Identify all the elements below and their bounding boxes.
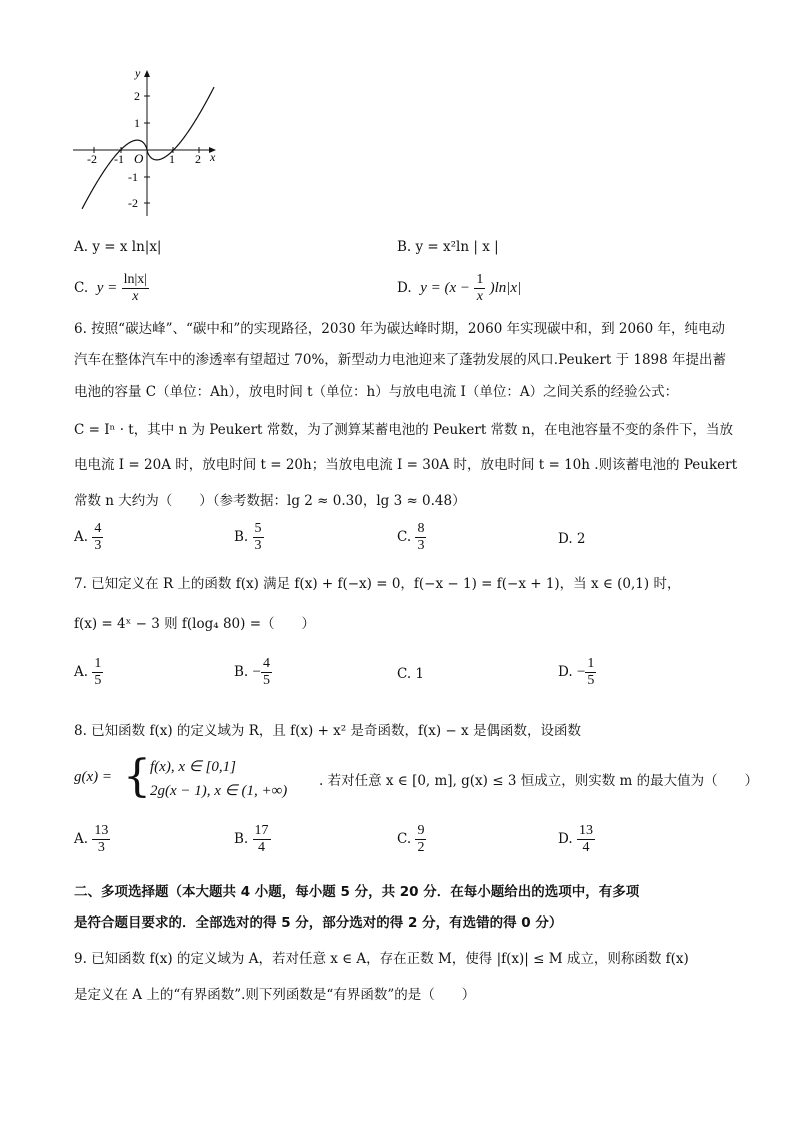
q8-line-1: 8. 已知函数 f(x) 的定义域为 R，且 f(x) + x² 是奇函数，f(x) − x 是偶函数，设函数 [74, 723, 581, 739]
q6-line-6: 常数 n 大约为（ ）（参考数据：lg 2 ≈ 0.30，lg 3 ≈ 0.48） [74, 493, 466, 509]
y-tick-label: 1 [134, 116, 140, 130]
left-brace: { [123, 751, 151, 802]
option-label: A. [74, 664, 89, 680]
q7-option-c[interactable]: C. 1 [397, 666, 425, 682]
numerator: ln|x| [123, 272, 148, 287]
option-label: A. [74, 529, 89, 545]
fraction: $\frac{4}{5}$ [262, 656, 270, 688]
option-lhs: y = [96, 280, 118, 296]
option-label: D. [558, 664, 573, 680]
fraction: $\frac{13}{4}$ [578, 823, 593, 855]
option-label: B. [234, 664, 249, 680]
q7-option-d[interactable] [558, 656, 596, 689]
q6-option-a[interactable] [74, 521, 103, 554]
q5-option-c[interactable] [74, 272, 149, 305]
section-heading-line-1: 二、多项选择题（本大题共 4 小题，每小题 5 分，共 20 分．在每小题给出的选项中，有多项 [74, 884, 640, 900]
option-lhs: y = (x − [420, 280, 471, 296]
q6-line-2: 汽车在整体汽车中的渗透率有望超过 70%，新型动力电池迎来了蓬勃发展的风口.Peukert 于 1898 年提出蓄 [74, 352, 727, 368]
fraction: $\frac{1}{5}$ [94, 656, 102, 688]
case-2: 2g(x − 1), x ∈ (1, +∞) [150, 783, 288, 799]
function-graph [70, 64, 230, 222]
option-rhs: )ln|x| [489, 280, 522, 296]
option-label: C. [74, 280, 89, 296]
q9-line-1: 9. 已知函数 f(x) 的定义域为 A，若对任意 x ∈ A，存在正数 M，使得 |f(x)| ≤ M 成立，则称函数 f(x) [74, 951, 689, 967]
q6-option-c[interactable] [397, 521, 426, 554]
fraction: $\frac{8}{3}$ [417, 521, 425, 553]
option-label: C. [397, 831, 412, 847]
fraction: $\frac{13}{3}$ [94, 823, 109, 855]
q7-option-b[interactable] [234, 656, 272, 689]
option-label: D. [558, 831, 573, 847]
q9-line-2: 是定义在 A 上的“有界函数”.则下列函数是“有界函数”的是（ ） [74, 987, 476, 1003]
case-1: f(x), x ∈ [0,1] [150, 759, 236, 775]
q8-option-d[interactable] [558, 823, 595, 856]
option-label: B. [234, 529, 249, 545]
y-tick-label: -1 [128, 170, 138, 184]
x-tick-label: 1 [169, 152, 175, 166]
y-axis-label: y [135, 66, 141, 80]
sign: − [576, 664, 586, 680]
q8-option-c[interactable] [397, 823, 426, 856]
fraction: $\frac{17}{4}$ [254, 823, 269, 855]
x-tick-label: -1 [114, 152, 124, 166]
q7-line-1: 7. 已知定义在 R 上的函数 f(x) 满足 f(x) + f(−x) = 0，f(−x − 1) = f(−x + 1)，当 x ∈ (0,1) 时， [74, 576, 681, 592]
g-lhs: g(x) = [74, 769, 113, 785]
y-tick-label: -2 [128, 196, 138, 210]
section-heading-line-2: 是符合题目要求的．全部选对的得 5 分，部分选对的得 2 分，有选错的得 0 分） [74, 915, 563, 931]
q6-option-b[interactable] [234, 521, 264, 554]
numerator: 1 [476, 272, 484, 287]
q7-option-a[interactable] [74, 656, 103, 689]
q6-line-3: 电池的容量 C（单位：Ah），放电时间 t（单位：h）与放电电流 I（单位：A）之间关系的经验公式： [74, 384, 679, 400]
curve [82, 87, 214, 209]
fraction: $\frac{1}{5}$ [587, 656, 595, 688]
option-label: B. [234, 831, 249, 847]
q8-option-b[interactable] [234, 823, 271, 856]
q8-option-a[interactable] [74, 823, 110, 856]
fraction [474, 272, 485, 305]
q8-condition: . 若对任意 x ∈ [0, m], g(x) ≤ 3 恒成立，则实数 m 的最大值为（ ） [319, 773, 759, 789]
sign: − [252, 664, 261, 680]
y-tick-label: 2 [134, 89, 140, 103]
x-tick-label: -2 [87, 152, 97, 166]
option-label: C. [397, 529, 412, 545]
x-tick-label: 2 [195, 152, 201, 166]
origin-label: O [134, 151, 144, 166]
denominator: x [132, 289, 139, 304]
denominator: x [476, 289, 483, 304]
q5-option-a[interactable]: A. y = x ln|x| [74, 239, 162, 255]
q5-option-d[interactable] [397, 272, 521, 305]
q5-option-b[interactable]: B. y = x²ln | x | [397, 239, 499, 255]
fraction: $\frac{5}{3}$ [254, 521, 262, 553]
x-axis-label: x [210, 150, 216, 164]
y-axis-arrow [144, 70, 150, 77]
q6-line-5: 电电流 I = 20A 时，放电时间 t = 20h；当放电电流 I = 30A 时，放电时间 t = 10h .则该蓄电池的 Peukert [74, 457, 738, 473]
q6-option-d[interactable]: D. 2 [558, 531, 586, 547]
q7-line-2: f(x) = 4ˣ − 3 则 f(log₄ 80) =（ ） [74, 616, 316, 632]
option-label: D. [397, 280, 412, 296]
option-label: A. [74, 831, 89, 847]
fraction [122, 272, 150, 305]
fraction: $\frac{9}{2}$ [417, 823, 425, 855]
q6-line-1: 6. 按照“碳达峰”、“碳中和”的实现路径，2030 年为碳达峰时期，2060 年实现碳中和，到 2060 年，纯电动 [74, 321, 726, 337]
q6-line-4: C = Iⁿ · t，其中 n 为 Peukert 常数，为了测算某蓄电池的 Peukert 常数 n，在电池容量不变的条件下，当放 [74, 422, 734, 438]
fraction: $\frac{4}{3}$ [94, 521, 102, 553]
